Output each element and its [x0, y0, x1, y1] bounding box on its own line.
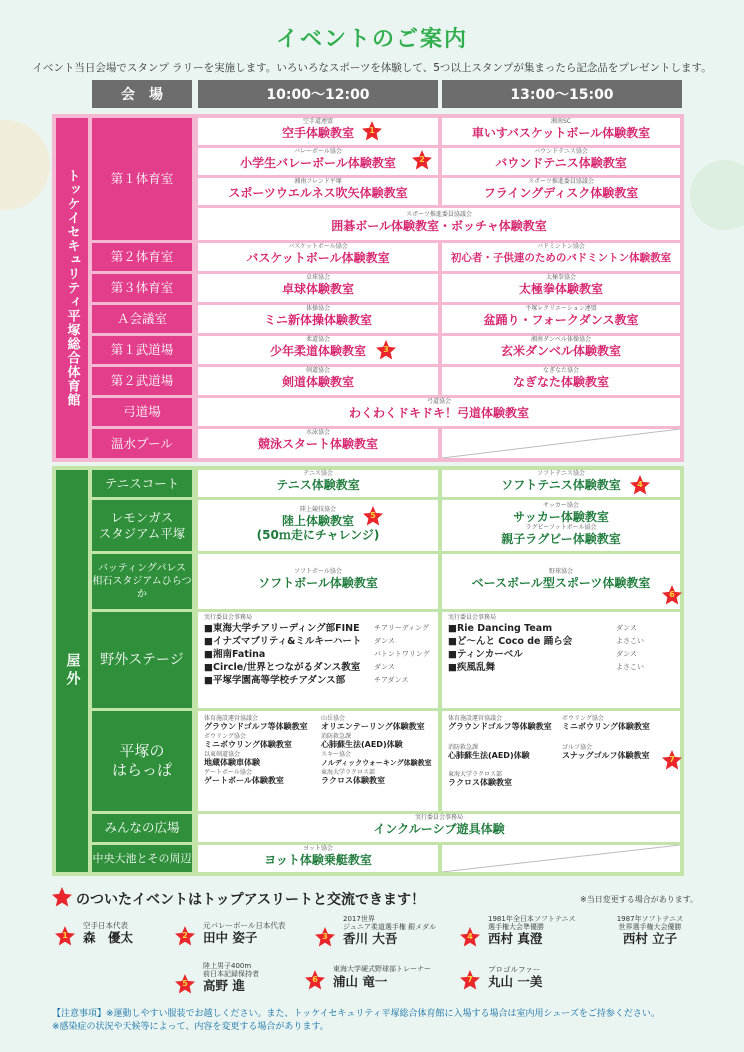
bg-circle: [0, 120, 50, 210]
star-icon: 1: [362, 121, 382, 141]
event-cell: 平塚レクリエーション連盟 盆踊り・フォークダンス教室: [442, 305, 680, 333]
venue-tennis: テニスコート: [92, 470, 192, 497]
star-icon: 6: [305, 970, 325, 990]
list-item: ■Rie Dancing Team ダンス: [448, 623, 637, 634]
list-item: ■ど～んと Coco de 踊ら会 よさこい: [448, 636, 644, 647]
star-icon: 2: [175, 926, 195, 946]
venue-budo1: 第１武道場: [92, 336, 192, 364]
outdoor-label: 屋外: [56, 470, 88, 872]
list-item: ■平塚学園高等学校チアダンス部 チアダンス: [204, 675, 409, 686]
event-cell: バスケットボール協会 バスケットボール体験教室: [198, 243, 438, 271]
list-item: ■ティンカーベル ダンス: [448, 649, 637, 660]
event-cell: バレーボール協会 小学生バレーボール体験教室: [198, 148, 438, 175]
harappa-pm-cell: 体育施設運営協議会 グラウンドゴルフ等体験教室 消防救急課 心肺蘇生法(AED)体験 東海大学ラクロス部 ラクロス体験教室 ボウリング協会 ミニボウリング体験教室 ゴルフ協会 スナッグゴルフ体験教室: [442, 711, 680, 811]
venue-budo2: 第２武道場: [92, 367, 192, 395]
list-item: ■湘南Fatina バトントワリング: [204, 649, 430, 660]
star-icon: 3: [315, 927, 335, 947]
star-icon: 7: [662, 750, 682, 770]
stage-pm-cell: 実行委員会事務局 ■Rie Dancing Team ダンス ■ど～んと Coco de 踊ら会 よさこい ■ティンカーベル ダンス ■疾風乱舞 よさこい: [442, 612, 680, 708]
event-cell: なぎなた協会 なぎなた体験教室: [442, 367, 680, 395]
star-icon: 5: [363, 506, 383, 526]
star-icon: [52, 887, 72, 907]
list-item: ■東海大学チアリーディング部FINE チアリーディング: [204, 623, 430, 634]
indoor-facility-label: トッケイセキュリティ平塚総合体育館: [56, 118, 88, 458]
event-cell: 体操協会 ミニ新体操体験教室: [198, 305, 438, 333]
venue-harappa: 平塚の はらっぱ: [92, 711, 192, 811]
stars-legend: のついたイベントはトップアスリートと交流できます！: [76, 892, 426, 908]
star-icon: 7: [460, 970, 480, 990]
header-am: 10:00～12:00: [198, 80, 438, 108]
star-icon: 5: [175, 974, 195, 994]
event-cell: 空手道連盟 空手体験教室: [198, 118, 438, 145]
event-cell: 野球協会 ベースボール型スポーツ体験教室: [442, 554, 680, 609]
empty-cell: [442, 845, 680, 872]
intro-text: イベント当日会場でスタンプ ラリーを実施します。いろいろなスポーツを体験して、5つ以上スタンプが集まったら記念品をプレゼントします。: [32, 62, 712, 74]
event-cell: ヨット協会 ヨット体験乗艇教室: [198, 845, 438, 872]
list-item: ■Circle/世界とつながるダンス教室 ダンス: [204, 662, 395, 673]
list-item: ■イナズマブリティ&ミルキーハート ダンス: [204, 636, 395, 647]
venue-pool: 温水プール: [92, 429, 192, 458]
event-cell: 湘南ダンベル体操協会 玄米ダンベル体験教室: [442, 336, 680, 364]
venue-gym1: 第１体育室: [92, 118, 192, 240]
bg-circle: [690, 160, 744, 230]
page-title: イベントのご案内: [275, 27, 468, 52]
event-cell: テニス協会 テニス体験教室: [198, 470, 438, 497]
stars-note: ※当日変更する場合があります。: [580, 895, 699, 904]
star-icon: 2: [412, 150, 432, 170]
event-cell: ソフトテニス協会 ソフトテニス体験教室: [442, 470, 680, 497]
venue-stadium: レモンガス スタジアム平塚: [92, 500, 192, 551]
header-venue: 会 場: [92, 80, 192, 108]
venue-gym3: 第３体育室: [92, 274, 192, 302]
event-cell: 太極拳協会 太極拳体験教室: [442, 274, 680, 302]
event-cell: バウンドテニス協会 バウンドテニス体験教室: [442, 148, 680, 175]
event-cell-full: 弓道協会 わくわくドキドキ！弓道体験教室: [198, 398, 680, 426]
event-cell: 剣道協会 剣道体験教室: [198, 367, 438, 395]
empty-cell: [442, 429, 680, 458]
event-cell: サッカー協会 サッカー体験教室 ラグビーフットボール協会 親子ラグビー体験教室: [442, 500, 680, 551]
star-icon: 4: [630, 475, 650, 495]
venue-hiroba: みんなの広場: [92, 814, 192, 842]
event-cell: 湘南フレンド平塚 スポーツウエルネス吹矢体験教室: [198, 178, 438, 205]
event-cell-full: スポーツ推進委員協議会 囲碁ボール体験教室・ボッチャ体験教室: [198, 208, 680, 240]
event-cell: 水泳協会 競泳スタート体験教室: [198, 429, 438, 458]
venue-pond: 中央大池とその周辺: [92, 845, 192, 872]
empty-slash: [442, 845, 680, 872]
stage-am-cell: 実行委員会事務局 ■東海大学チアリーディング部FINE チアリーディング ■イナズマブリティ&ミルキーハート ダンス ■湘南Fatina バトントワリング ■Circle/世界とつながるダンス教室 ダンス ■平塚学園高等学校チアダンス部 チアダンス: [198, 612, 438, 708]
star-icon: 1: [55, 926, 75, 946]
venue-kyudo: 弓道場: [92, 398, 192, 426]
event-cell: 柔道協会 少年柔道体験教室: [198, 336, 438, 364]
header-pm: 13:00～15:00: [442, 80, 682, 108]
notes: 【注意事項】※運動しやすい服装でお越しください。また、トッケイセキュリティ平塚総合体育館に入場する場合は室内用シューズをご持参ください。 ※感染症の状況や天候等によって、内容を変更する場合があります。: [52, 1009, 660, 1032]
venue-gym2: 第２体育室: [92, 243, 192, 271]
list-item: ■疾風乱舞 よさこい: [448, 662, 644, 673]
event-cell: 卓球協会 卓球体験教室: [198, 274, 438, 302]
star-icon: 3: [376, 340, 396, 360]
star-icon: 4: [460, 927, 480, 947]
event-cell: ソフトボール協会 ソフトボール体験教室: [198, 554, 438, 609]
star-icon: 6: [662, 585, 682, 605]
venue-meeting: Ａ会議室: [92, 305, 192, 333]
event-cell: スポーツ推進委員協議会 フライングディスク体験教室: [442, 178, 680, 205]
venue-stage: 野外ステージ: [92, 612, 192, 708]
event-cell: 湘南SC 車いすバスケットボール体験教室: [442, 118, 680, 145]
event-cell-full: 実行委員会事務局 インクルーシブ遊具体験: [198, 814, 680, 842]
harappa-am-cell: 体育施設運営協議会 グラウンドゴルフ等体験教室 ボウリング協会 ミニボウリング体験教室 以東剣道協会 地蔵体験車体験 ゲートボール協会 ゲートボール体験教室 山岳協会 オリエンテーリング体験教室 消防救急課 心肺蘇生法(AED)体験 スキー協会 ノルディックウォーキング体験教室 東海大学ラクロス部 ラクロス体験教室: [198, 711, 438, 811]
venue-batting: バッティングパレス 相石スタジアムひらつか: [92, 554, 192, 609]
event-cell: バドミントン協会 初心者・子供連のためのバドミントン体験教室: [442, 243, 680, 271]
empty-slash: [442, 429, 680, 458]
event-cell: 陸上競技協会 陸上体験教室 (50ｍ走にチャレンジ): [198, 500, 438, 551]
